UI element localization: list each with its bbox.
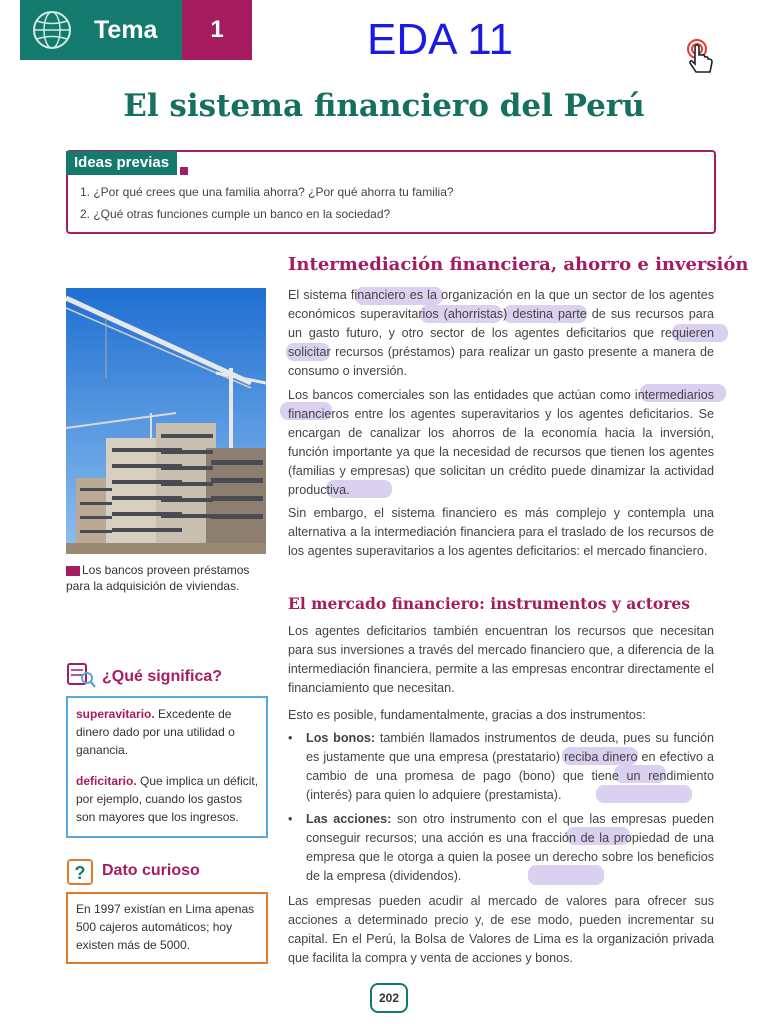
page-title: El sistema financiero del Perú [123,88,645,124]
paragraph: Esto es posible, fundamentalmente, gracias a dos instrumentos: [288,708,646,722]
bullet-text: también llamados instrumentos de deuda, pues su función es justamente que una empresa (prestatario) reciba dinero en efectivo a cambio de una promesa de pago (bono) que tiene un rendimiento (interés) para quien lo adquiere (prestamista). [306,731,714,802]
bullet-dot: • [288,731,293,745]
globe-icon [30,8,74,52]
dato-curioso-title: Dato curioso [102,862,200,879]
svg-text:?: ? [74,863,86,883]
bullet-term: Las acciones: [306,812,392,826]
bullet-acciones [288,810,714,886]
glossary-term: superavitario. [76,707,155,721]
construction-photo [66,288,266,554]
dato-curioso-text: En 1997 existían en Lima apenas 500 cajeros automáticos; hoy existen más de 5000. [76,902,255,952]
image-caption-text: Los bancos proveen préstamos para la adquisición de viviendas. [66,563,250,593]
ideas-previas-label: Ideas previas [66,151,177,175]
tema-number: 1 [182,0,252,60]
ideas-previas-marker [180,167,188,175]
paragraph: Sin embargo, el sistema financiero es más complejo y contempla una alternativa a la intermediación financiera para el traslado de los recursos de los agentes superavitarios a los agentes deficitarios: el mercado financiero. [288,506,714,558]
tema-tab [20,0,252,60]
glossary-definition: Que implica un déficit, por ejemplo, cuando los gastos son mayores que los ingresos. [76,774,259,824]
glossary-entry-deficitario [76,772,262,826]
glossary-definition: Excedente de dinero dado por una utilidad o ganancia. [76,707,235,757]
bullet-term: Los bonos: [306,731,376,745]
question-2: 2. ¿Qué otras funciones cumple un banco en la sociedad? [80,207,391,221]
paragraph: Los bancos comerciales son las entidades que actúan como intermediarios financieros entre los agentes superavitarios y los agentes deficitarios. Se encargan de canalizar los ahorros de la economía hacia la inversión, función importante ya que la necesidad de recursos que tienen los agentes (familias y empresas) que solicitan un crédito puede dinamizar la actividad productiva. [288,388,714,497]
glossary-icon [66,660,96,688]
que-significa-title: ¿Qué significa? [102,668,223,685]
glossary-term: deficitario. [76,774,137,788]
bullet-bonos [288,729,714,805]
paragraph: Las empresas pueden acudir al mercado de valores para ofrecer sus acciones a determinado precio y, de ese modo, pueden incrementar su capital. En el Perú, la Bolsa de Valores de Lima es la organización privada que facilita la compra y venta de acciones y bonos. [288,894,714,965]
section-heading-intermediacion: Intermediación financiera, ahorro e inversión [288,254,749,275]
section-heading-mercado: El mercado financiero: instrumentos y actores [288,594,691,613]
question-mark-icon [66,858,94,886]
camera-icon [66,566,80,576]
eda-label: EDA 11 [367,15,513,64]
page-number: 202 [370,983,408,1013]
paragraph: El sistema financiero es la organización en la que un sector de los agentes económicos superavitarios (ahorristas) destina parte de sus recursos para un gasto futuro, y otro sector de los agentes deficitarios que requieren solicitar recursos (préstamos) para realizar un gasto presente a manera de consumo o inversión. [288,288,714,378]
image-caption [66,562,276,594]
bullet-text: son otro instrumento con el que las empresas pueden conseguir recursos; una acción es una fracción de la propiedad de una empresa que le otorga a quien la posee un derecho sobre los beneficios de la empresa (dividendos). [306,812,714,883]
question-1: 1. ¿Por qué crees que una familia ahorra? ¿Por qué ahorra tu familia? [80,185,454,199]
glossary-entry-superavitario [76,705,262,759]
paragraph: Los agentes deficitarios también encuentran los recursos que necesitan para sus inversiones a través del mercado financiero que, a diferencia de la intermediación financiera, permite a las empresas encontrar directamente el financiamiento que necesitan. [288,624,714,695]
hand-pointer-icon[interactable] [684,38,718,78]
tema-label: Tema [94,15,158,44]
bullet-dot: • [288,812,293,826]
